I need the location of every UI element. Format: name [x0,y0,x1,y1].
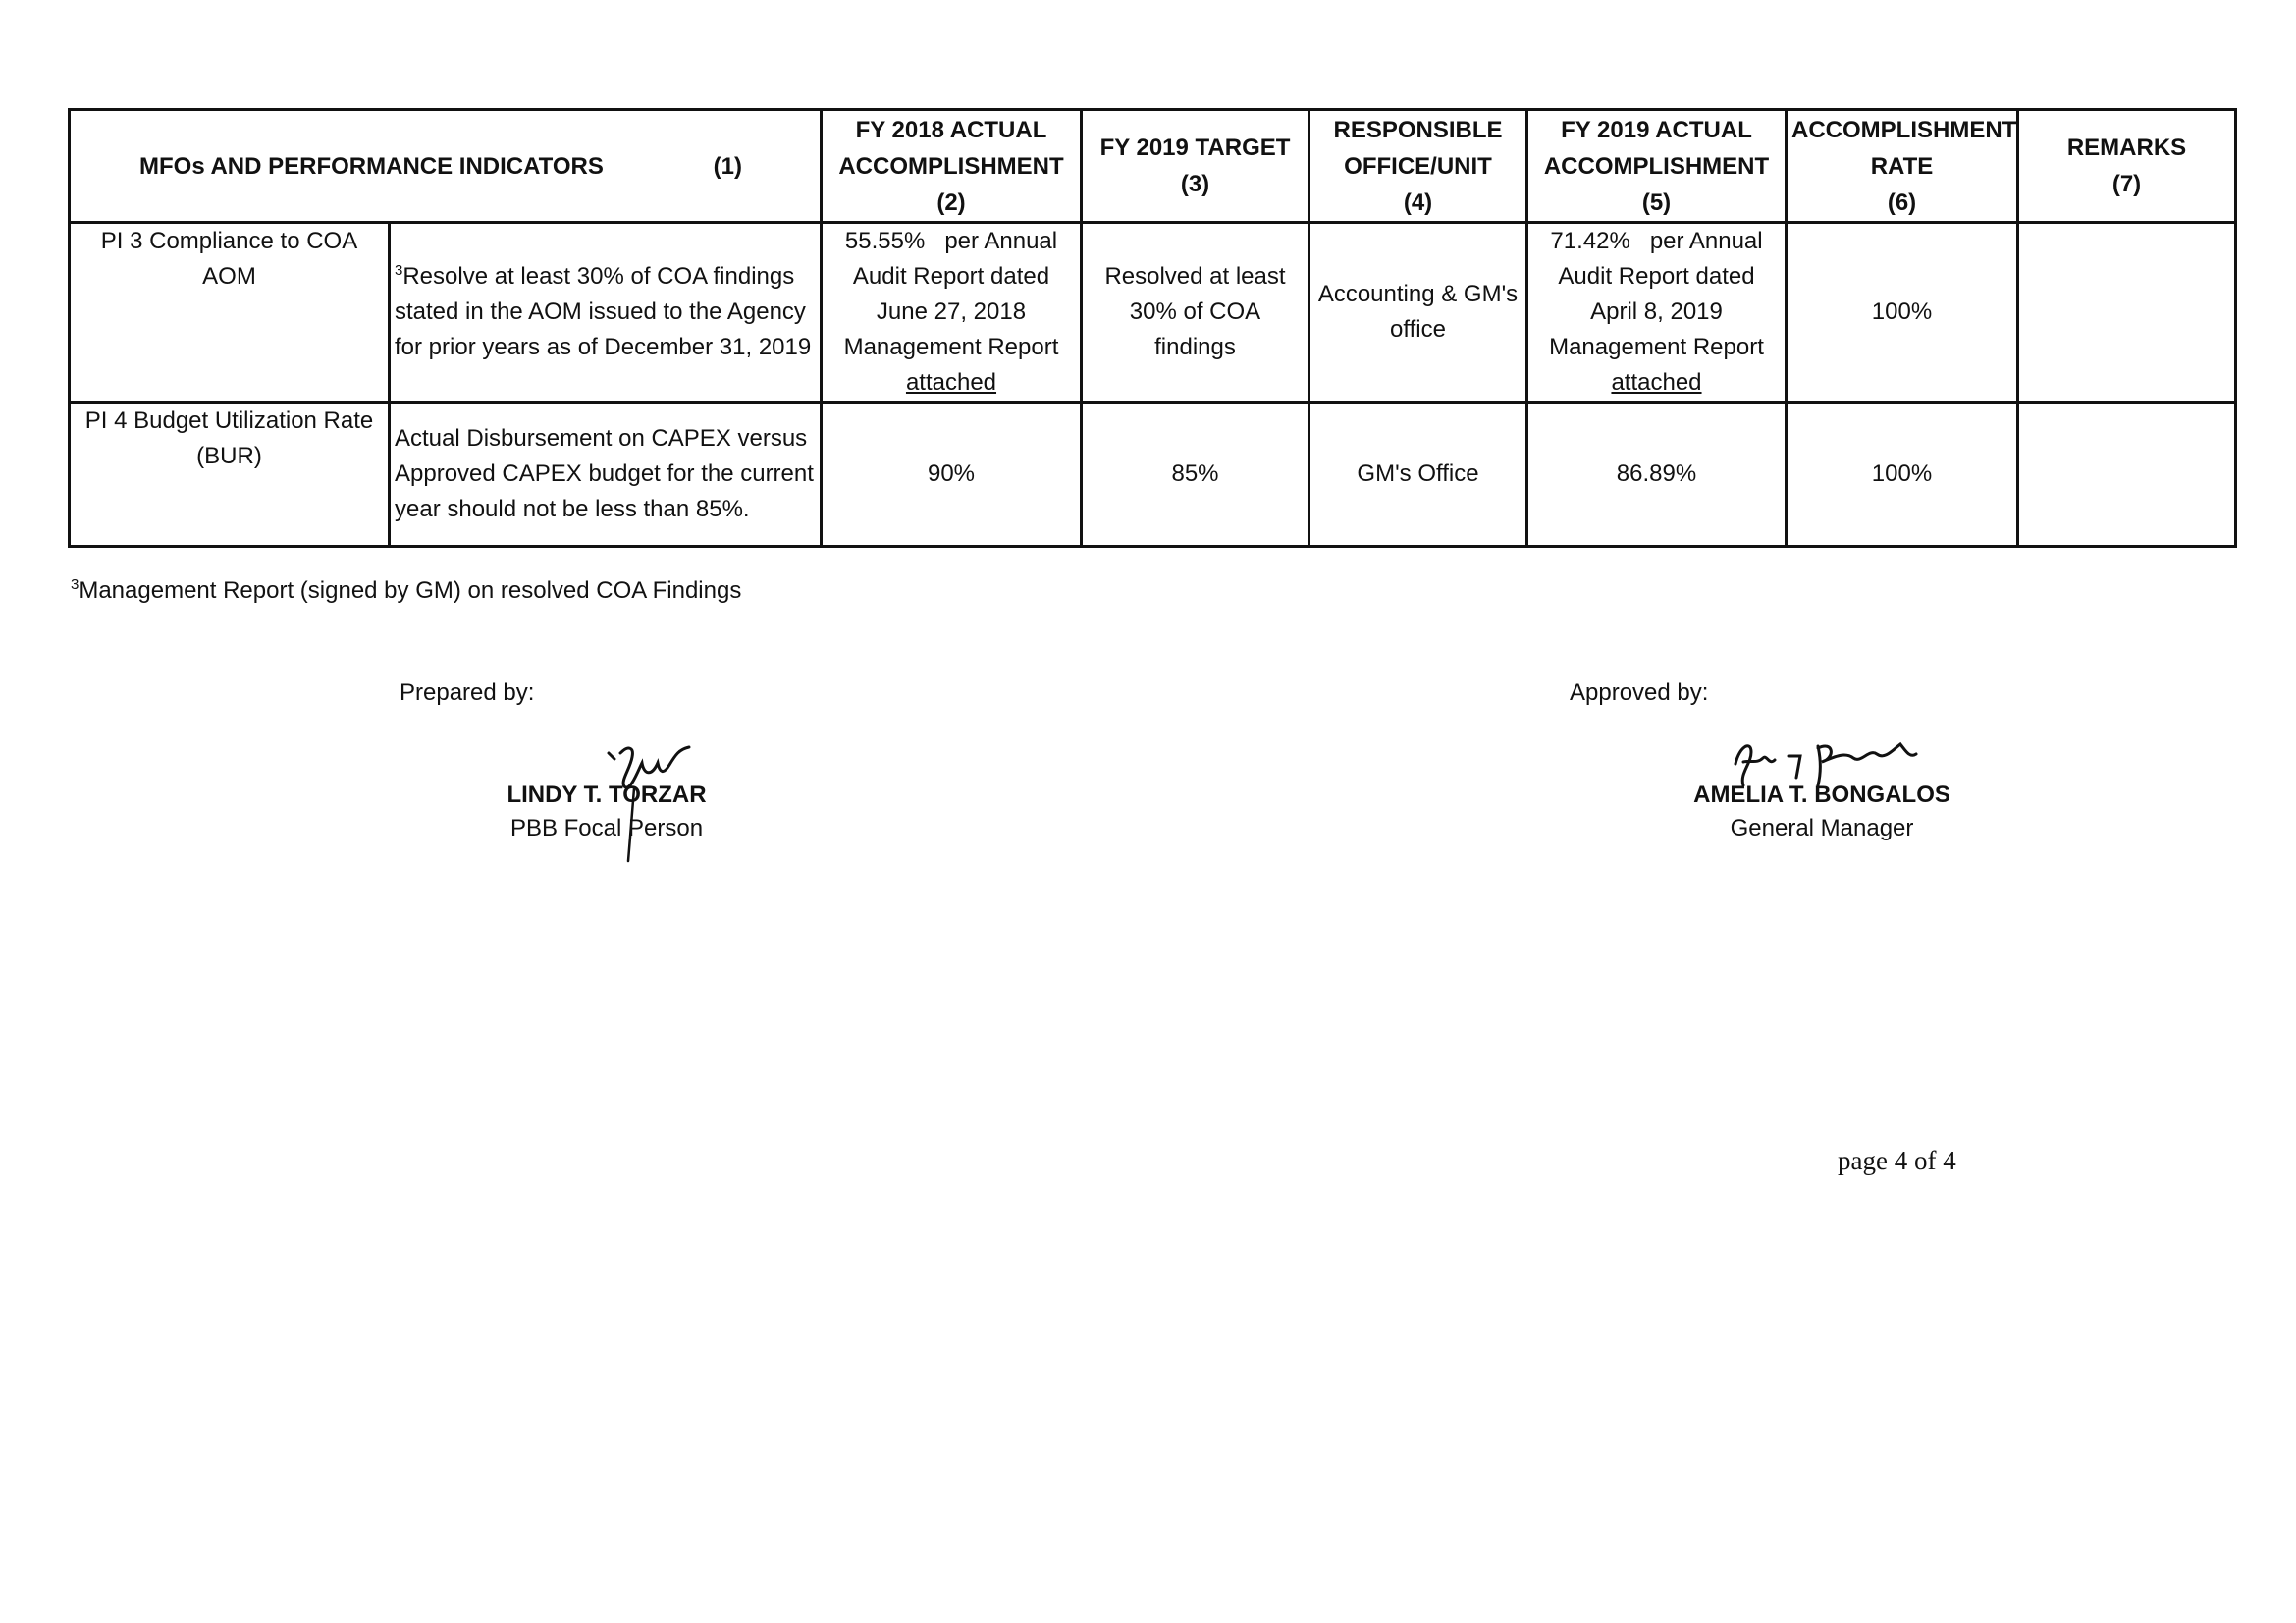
prepared-title: PBB Focal Person [509,815,704,841]
cell-fy2018-text: per Annual Audit Report dated June 27, 2018 Management Report [843,228,1059,360]
footnote-number: 3 [71,576,80,593]
header-fy2018 [822,110,1082,223]
cell-fy2019-value: 71.42% [1550,228,1630,254]
cell-remarks [2018,223,2236,403]
header-rate-number: (6) [1887,189,1917,216]
cell-remarks [2018,403,2236,547]
cell-rate: 100% [1787,403,2018,547]
cell-pi: PI 3 Compliance to COA AOM [70,223,390,403]
header-remarks-number: (7) [2111,171,2142,197]
header-fy2019-line2: ACCOMPLISHMENT [1543,152,1770,180]
header-office-number: (4) [1403,189,1433,216]
cell-description: Actual Disbursement on CAPEX versus Approved CAPEX budget for the current year should not be less than 85%. [390,403,822,547]
header-rate [1787,110,2018,223]
header-target-label: FY 2019 TARGET [1099,135,1291,161]
cell-fy2019-attached: attached [1611,369,1702,396]
footnote [71,577,741,605]
cell-office: GM's Office [1309,403,1527,547]
prepared-name: LINDY T. TORZAR [507,782,707,808]
header-target [1082,110,1309,223]
approved-by-label: Approved by: [1570,679,1709,706]
cell-fy2019 [1527,223,1787,403]
cell-fy2019-text: per Annual Audit Report dated April 8, 2019 Management Report [1549,228,1764,360]
header-office-line2: OFFICE/UNIT [1344,152,1492,180]
cell-pi: PI 4 Budget Utilization Rate (BUR) [70,403,390,547]
cell-fy2018-attached: attached [905,369,997,396]
table-row [70,223,2236,403]
page-number: page 4 of 4 [1838,1146,1956,1175]
header-fy2019 [1527,110,1787,223]
cell-target: 85% [1082,403,1309,547]
header-remarks-label: REMARKS [2066,135,2187,161]
cell-description [390,223,822,403]
prepared-signatory [489,779,724,845]
cell-rate: 100% [1787,223,2018,403]
header-target-number: (3) [1180,171,1210,197]
performance-table [68,108,2237,548]
cell-description-text: Resolve at least 30% of COA findings stated in the AOM issued to the Agency for prior years as of December 31, 2019 [395,263,812,360]
cell-target: Resolved at least 30% of COA findings [1082,223,1309,403]
header-fy2018-line2: ACCOMPLISHMENT [838,152,1064,180]
header-mfo-number: (1) [713,152,742,180]
header-fy2019-line1: FY 2019 ACTUAL [1561,116,1752,143]
header-rate-line1: ACCOMPLISHMENT [1791,116,2017,143]
header-mfo [70,110,822,223]
header-office-line1: RESPONSIBLE [1333,116,1503,143]
header-fy2018-number: (2) [936,189,966,216]
header-fy2019-number: (5) [1641,189,1672,216]
cell-fy2019: 86.89% [1527,403,1787,547]
header-row [70,110,2236,223]
footnote-marker: 3 [395,262,403,279]
footnote-text: Management Report (signed by GM) on resolved COA Findings [79,577,742,604]
header-remarks [2018,110,2236,223]
header-mfo-label: MFOs AND PERFORMANCE INDICATORS [139,152,604,180]
cell-fy2018 [822,223,1082,403]
approved-name: AMELIA T. BONGALOS [1693,782,1950,808]
table-row [70,403,2236,547]
prepared-by-label: Prepared by: [400,679,535,706]
cell-office: Accounting & GM's office [1309,223,1527,403]
approved-signatory [1680,779,1964,845]
approved-title: General Manager [1730,815,1914,841]
header-rate-line2: RATE [1870,152,1934,180]
cell-fy2018-value: 55.55% [844,228,926,254]
header-fy2018-line1: FY 2018 ACTUAL [855,116,1047,143]
cell-fy2018: 90% [822,403,1082,547]
header-office [1309,110,1527,223]
